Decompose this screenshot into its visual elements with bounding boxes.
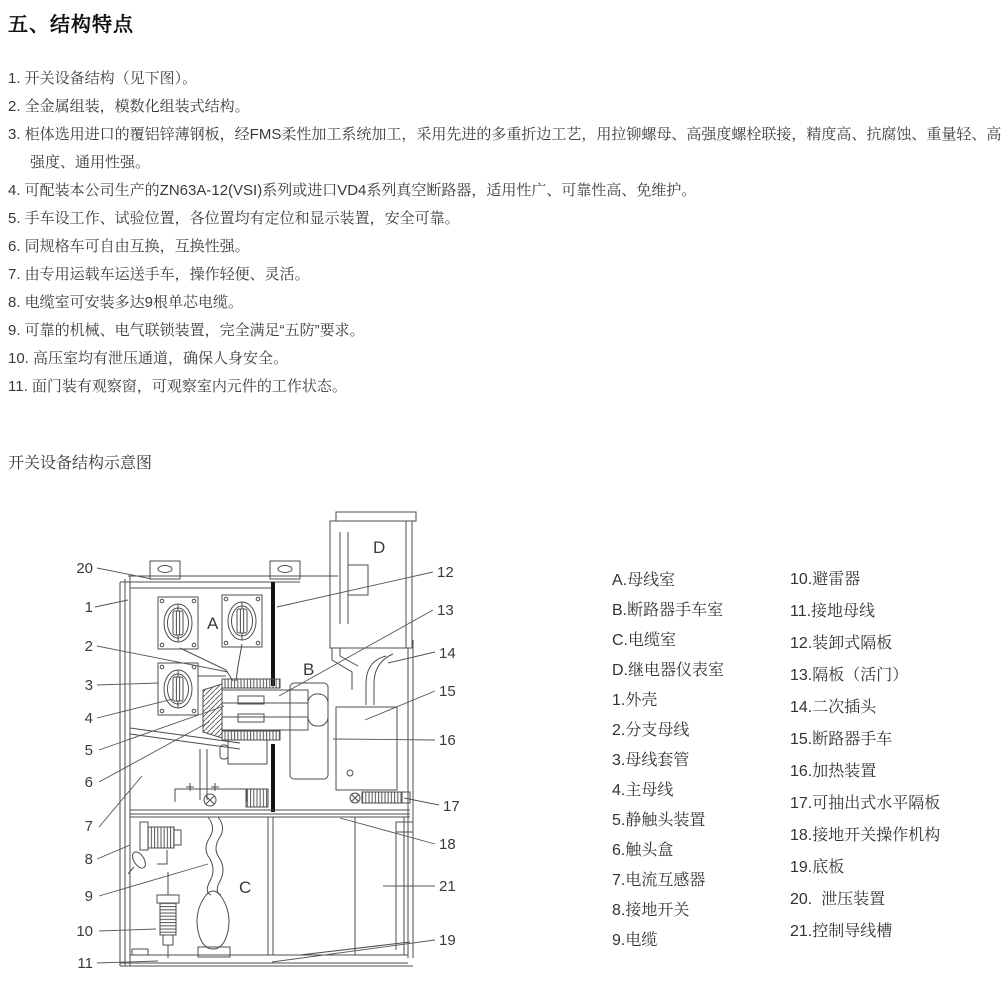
compartment-label-C: C — [239, 878, 252, 897]
feature-item: 4. 可配装本公司生产的ZN63A-12(VSI)系列或进口VD4系列真空断路器，适用性广、可靠性高、免维护。 — [8, 182, 697, 199]
callout-label-14: 14 — [439, 645, 456, 662]
feature-item: 3. 柜体选用进口的覆铝锌薄钢板，经FMS柔性加工系统加工，采用先进的多重折边工艺，用拉铆螺母、高强度螺栓联接，精度高、抗腐蚀、重量轻、高强度、通用性强。 — [8, 126, 1002, 171]
callout-label-17: 17 — [443, 798, 460, 815]
callout-label-8: 8 — [84, 851, 93, 868]
feature-item: 5. 手车设工作、试验位置，各位置均有定位和显示装置，安全可靠。 — [8, 210, 460, 227]
bushing-icon — [158, 663, 198, 715]
callout-label-7: 7 — [84, 818, 93, 835]
feature-item: 7. 由专用运载车运送手车，操作轻便、灵活。 — [8, 266, 310, 283]
diagram-caption: 开关设备结构示意图 — [8, 455, 153, 472]
feature-item: 8. 电缆室可安装多达9根单芯电缆。 — [8, 294, 244, 311]
feature-list — [8, 65, 1006, 401]
legend-item: 18.接地开关操作机构 — [790, 827, 941, 844]
legend-column-2 — [790, 564, 940, 948]
legend-item: 4.主母线 — [612, 782, 674, 799]
compartment-label-A: A — [207, 614, 219, 633]
callout-label-2: 2 — [84, 638, 93, 655]
legend-item: A.母线室 — [612, 572, 676, 589]
legend-item: B.断路器手车室 — [612, 602, 724, 619]
legend-item: 11.接地母线 — [790, 603, 876, 620]
legend-item: 19.底板 — [790, 859, 845, 876]
legend-item: 6.触头盒 — [612, 842, 674, 859]
callout-label-10: 10 — [76, 923, 93, 940]
legend-item: 5.静触头装置 — [612, 812, 706, 829]
legend-item: 1.外壳 — [612, 692, 658, 709]
feature-item: 6. 同规格车可自由互换，互换性强。 — [8, 238, 250, 255]
compartment-label-B: B — [303, 660, 315, 679]
callout-label-11: 11 — [77, 955, 93, 972]
callout-label-18: 18 — [439, 836, 456, 853]
legend-item: 13.隔板（活门） — [790, 667, 909, 684]
legend-item: 20. 泄压装置 — [790, 891, 886, 908]
callout-label-1: 1 — [84, 599, 93, 616]
legend-item: 2.分支母线 — [612, 722, 690, 739]
callout-leaders — [95, 568, 439, 963]
legend-item: 14.二次插头 — [790, 699, 877, 716]
feature-item: 9. 可靠的机械、电气联锁装置，完全满足“五防”要求。 — [8, 322, 365, 339]
switchgear-structure-diagram — [55, 495, 485, 985]
legend-item: 21.控制导线槽 — [790, 923, 893, 940]
feature-section — [8, 8, 1004, 401]
bushing-icon — [222, 595, 262, 647]
feature-item: 11. 面门装有观察窗，可观察室内元件的工作状态。 — [8, 378, 347, 395]
callout-label-3: 3 — [84, 677, 93, 694]
callout-label-9: 9 — [84, 888, 93, 905]
legend-item: C.电缆室 — [612, 632, 677, 649]
legend-item: 16.加热装置 — [790, 763, 877, 780]
feature-item: 1. 开关设备结构（见下图）。 — [8, 70, 198, 87]
contact-assembly — [203, 679, 328, 740]
callout-label-6: 6 — [84, 774, 93, 791]
page-title: 五、结构特点 — [8, 14, 134, 36]
legend-item: 9.电缆 — [612, 932, 658, 949]
feature-item: 10. 高压室均有泄压通道，确保人身安全。 — [8, 350, 289, 367]
callout-label-13: 13 — [437, 602, 454, 619]
legend-item: 15.断路器手车 — [790, 731, 893, 748]
callout-label-15: 15 — [439, 683, 456, 700]
callout-label-21: 21 — [439, 878, 456, 895]
callout-label-16: 16 — [439, 732, 456, 749]
legend-item: 8.接地开关 — [612, 902, 690, 919]
callout-label-20: 20 — [76, 560, 93, 577]
feature-item: 2. 全金属组装，模数化组装式结构。 — [8, 98, 250, 115]
legend-item: 7.电流互感器 — [612, 872, 706, 889]
legend-item: D.继电器仪表室 — [612, 662, 725, 679]
bushing-icon — [158, 597, 198, 649]
legend-item: 17.可抽出式水平隔板 — [790, 795, 941, 812]
callout-label-12: 12 — [437, 564, 454, 581]
legend-item: 12.装卸式隔板 — [790, 635, 893, 652]
compartment-label-D: D — [373, 538, 386, 557]
legend-column-1 — [612, 566, 724, 956]
legend-item: 10.避雷器 — [790, 571, 861, 588]
callout-label-5: 5 — [84, 742, 93, 759]
legend-item: 3.母线套管 — [612, 752, 690, 769]
callout-label-19: 19 — [439, 932, 456, 949]
callout-label-4: 4 — [84, 710, 93, 727]
